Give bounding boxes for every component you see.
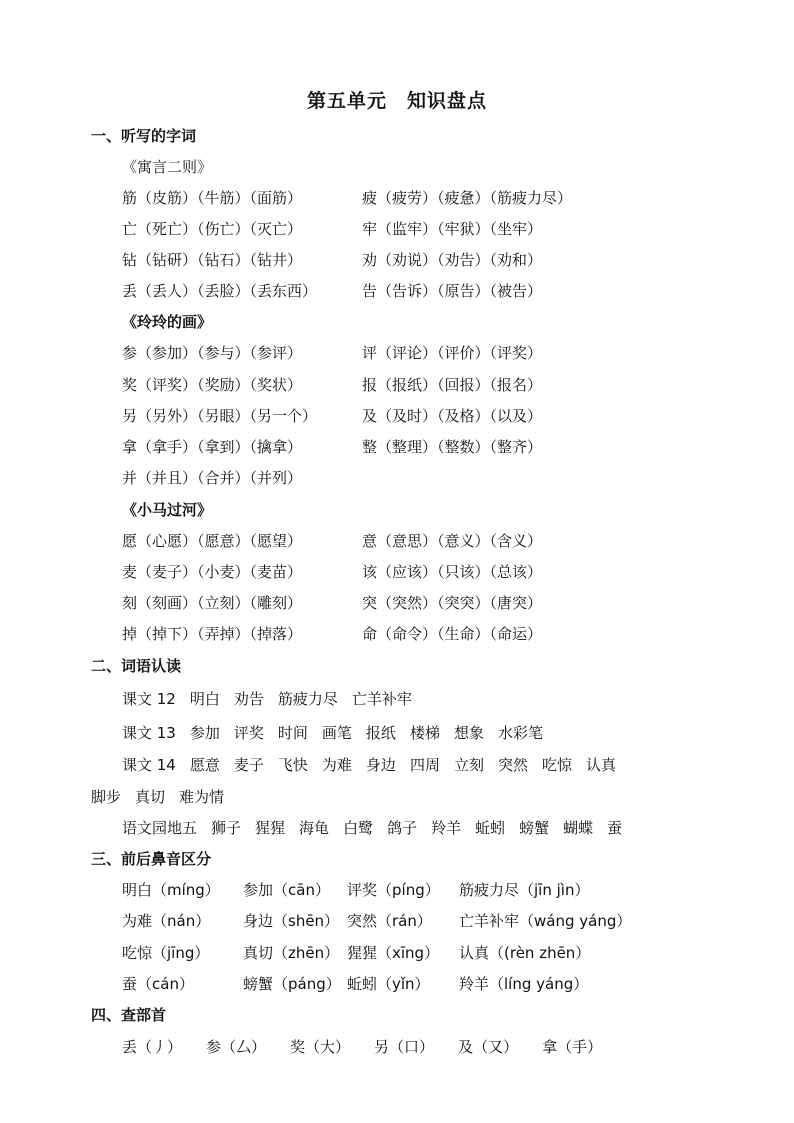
pinyin-word: 身边（shēn） (243, 912, 340, 930)
vocab-word: 突然 (497, 756, 528, 774)
reading-row (122, 689, 426, 709)
vocab-word: 筋疲力尽 (277, 690, 338, 708)
vocab-word: 鸽子 (387, 819, 418, 837)
vocab-word: 认真 (586, 756, 617, 774)
pinyin-word: 真切（zhēn） (243, 944, 340, 962)
radical-item: 参（厶） (206, 1038, 267, 1056)
word-group: 突（突然）（突突）（唐突） (362, 594, 543, 612)
word-group: 奖（评奖）（奖励）（奖状） (122, 376, 303, 394)
vocab-word: 脚步 (91, 788, 122, 806)
radical-item: 奖（大） (290, 1038, 351, 1056)
word-group: 报（报纸）（回报）（报名） (362, 376, 543, 394)
vocab-word: 明白 (189, 690, 220, 708)
section-heading-radicals: 四、查部首 (91, 1006, 167, 1024)
word-group: 另（另外）（另眼）（另一个） (122, 407, 318, 425)
word-group: 评（评论）（评价）（评奖） (362, 344, 543, 362)
pinyin-word: 猩猩（xīng） (347, 944, 440, 962)
pinyin-word: 蚕（cán） (122, 975, 194, 993)
vocab-word: 立刻 (453, 756, 484, 774)
pinyin-word: 认真（(rèn zhēn） (459, 944, 591, 962)
vocab-word: 愿意 (189, 756, 220, 774)
vocab-word: 劝告 (233, 690, 264, 708)
vocab-word: 狮子 (211, 819, 242, 837)
lesson-label: 课文 12 (122, 690, 176, 708)
word-group: 麦（麦子）（小麦）（麦苗） (122, 563, 303, 581)
radical-row (122, 1037, 626, 1057)
word-group: 意（意思）（意义）（含义） (362, 532, 543, 550)
word-group: 刻（刻画）（立刻）（雕刻） (122, 594, 303, 612)
vocab-word: 难为情 (179, 788, 225, 806)
word-group: 劝（劝说）（劝告）（劝和） (362, 251, 543, 269)
section-heading-nasal: 三、前后鼻音区分 (91, 850, 212, 868)
lesson-title: 《小马过河》 (122, 501, 213, 519)
word-group: 疲（疲劳）（疲惫）（筋疲力尽） (362, 189, 573, 207)
word-group: 愿（心愿）（愿意）（愿望） (122, 532, 303, 550)
word-group: 该（应该）（只该）（总该） (362, 563, 543, 581)
word-group: 拿（拿手）（拿到）（擒拿） (122, 438, 303, 456)
page-title: 第五单元 知识盘点 (306, 90, 487, 112)
word-group: 掉（掉下）（弄掉）（掉落） (122, 625, 303, 643)
vocab-word: 亡羊补牢 (351, 690, 412, 708)
word-group: 丢（丢人）（丢脸）（丢东西） (122, 282, 318, 300)
vocab-word: 参加 (189, 724, 220, 742)
reading-row (122, 755, 630, 775)
vocab-word: 蚕 (607, 819, 623, 837)
lesson-title: 《寓言二则》 (122, 158, 213, 176)
lesson-label: 语文园地五 (122, 819, 198, 837)
radical-item: 拿（手） (542, 1038, 603, 1056)
reading-row (122, 723, 557, 743)
word-group: 并（并且）（合并）（并列） (122, 469, 303, 487)
vocab-word: 飞快 (277, 756, 308, 774)
word-group: 整（整理）（整数）（整齐） (362, 438, 543, 456)
word-group: 钻（钻研）（钻石）（钻井） (122, 251, 303, 269)
radical-item: 另（口） (374, 1038, 435, 1056)
reading-row (122, 818, 636, 838)
pinyin-word: 明白（míng） (122, 881, 220, 899)
radical-item: 及（又） (458, 1038, 519, 1056)
radical-item: 丢（丿） (122, 1038, 183, 1056)
lesson-label: 课文 14 (122, 756, 176, 774)
vocab-word: 白鹭 (343, 819, 374, 837)
vocab-word: 楼梯 (409, 724, 440, 742)
pinyin-word: 筋疲力尽（jīn jìn） (459, 881, 590, 899)
pinyin-word: 突然（rán） (347, 912, 432, 930)
vocab-word: 海龟 (299, 819, 330, 837)
reading-row (91, 787, 238, 807)
vocab-word: 想象 (453, 724, 484, 742)
vocab-word: 麦子 (233, 756, 264, 774)
word-group: 告（告诉）（原告）（被告） (362, 282, 543, 300)
vocab-word: 真切 (135, 788, 166, 806)
pinyin-word: 螃蟹（páng） (243, 975, 341, 993)
vocab-word: 画笔 (321, 724, 352, 742)
word-group: 及（及时）（及格）（以及） (362, 407, 543, 425)
vocab-word: 吃惊 (541, 756, 572, 774)
pinyin-word: 吃惊（jīng） (122, 944, 210, 962)
pinyin-word: 评奖（píng） (347, 881, 440, 899)
vocab-word: 身边 (365, 756, 396, 774)
pinyin-word: 蚯蚓（yǐn） (347, 975, 430, 993)
vocab-word: 报纸 (365, 724, 396, 742)
vocab-word: 评奖 (233, 724, 264, 742)
pinyin-word: 羚羊（líng yáng） (459, 975, 589, 993)
vocab-word: 四周 (409, 756, 440, 774)
word-group: 亡（死亡）（伤亡）（灭亡） (122, 220, 303, 238)
pinyin-word: 参加（cān） (243, 881, 330, 899)
vocab-word: 羚羊 (431, 819, 462, 837)
vocab-word: 蚯蚓 (475, 819, 506, 837)
lesson-title: 《玲玲的画》 (122, 313, 213, 331)
vocab-word: 时间 (277, 724, 308, 742)
vocab-word: 为难 (321, 756, 352, 774)
section-heading-dictation: 一、听写的字词 (91, 127, 197, 145)
vocab-word: 水彩笔 (497, 724, 543, 742)
word-group: 命（命令）（生命）（命运） (362, 625, 543, 643)
vocab-word: 蝴蝶 (563, 819, 594, 837)
pinyin-word: 亡羊补牢（wáng yáng） (459, 912, 632, 930)
word-group: 筋（皮筋）（牛筋）（面筋） (122, 189, 303, 207)
lesson-label: 课文 13 (122, 724, 176, 742)
word-group: 牢（监牢）（牢狱）（坐牢） (362, 220, 543, 238)
section-heading-reading: 二、词语认读 (91, 657, 182, 675)
pinyin-word: 为难（nán） (122, 912, 211, 930)
vocab-word: 螃蟹 (519, 819, 550, 837)
vocab-word: 猩猩 (255, 819, 286, 837)
word-group: 参（参加）（参与）（参评） (122, 344, 303, 362)
